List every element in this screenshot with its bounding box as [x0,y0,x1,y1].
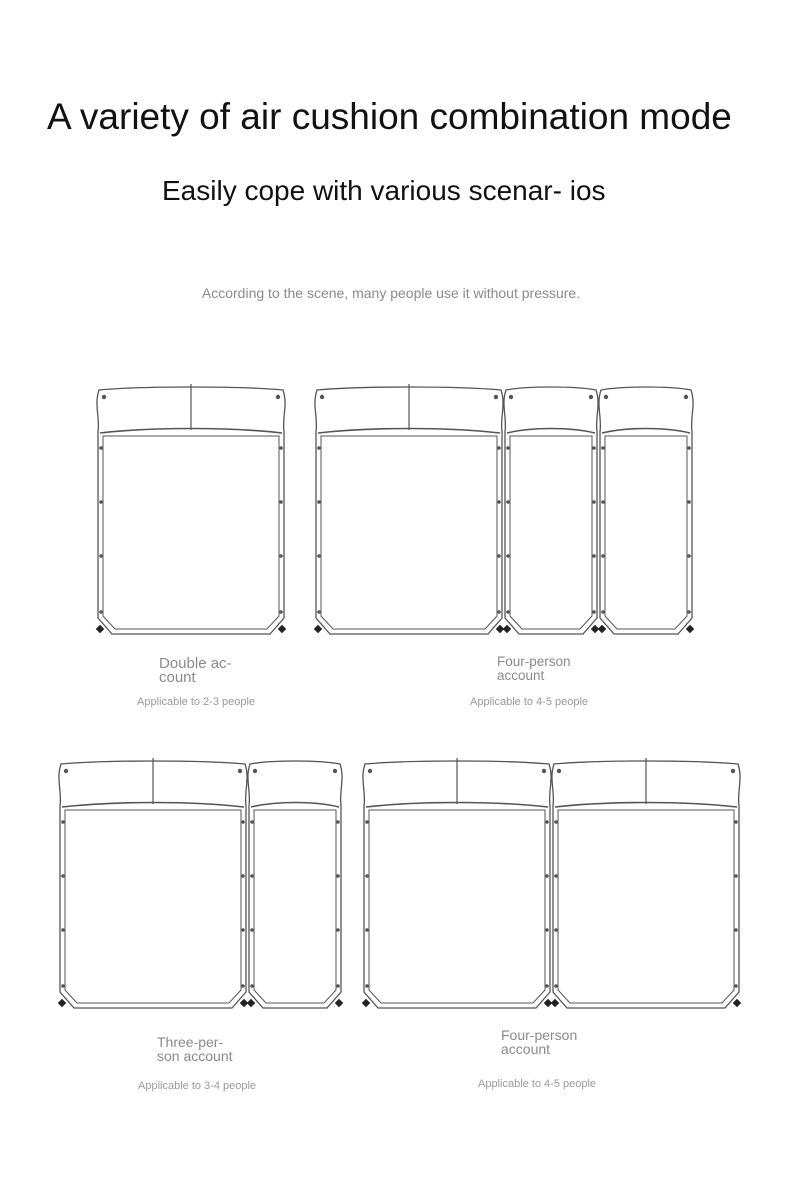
page-description: According to the scene, many people use it without pressure. [201,285,581,301]
buckle-icon [96,625,104,633]
snap-dot [317,446,321,450]
valve-dot [509,395,513,399]
snap-dot [317,500,321,504]
snap-dot [734,984,738,988]
snap-dot [317,610,321,614]
snap-dot [734,928,738,932]
snap-dot [241,820,245,824]
snap-dot [241,928,245,932]
valve-dot [333,769,337,773]
config-caption-line: account [497,668,545,683]
snap-dot [336,928,340,932]
snap-dot [99,500,103,504]
snap-dot [554,874,558,878]
double-pad [96,384,286,634]
valve-dot [684,395,688,399]
config-caption-line: Double ac- [159,655,232,672]
snap-dot [61,984,65,988]
valve-dot [276,395,280,399]
snap-dot [687,446,691,450]
snap-dot [592,446,596,450]
snap-dot [592,554,596,558]
buckle-icon [247,999,255,1007]
buckle-icon [551,999,559,1007]
buckle-icon [733,999,741,1007]
single-pad [598,387,694,634]
snap-dot [545,928,549,932]
valve-dot [731,769,735,773]
snap-dot [61,874,65,878]
config-caption-line: count [159,669,196,686]
double-pad [58,758,248,1008]
four-person-mattress-diagram [310,378,706,640]
valve-dot [238,769,242,773]
snap-dot [279,554,283,558]
buckle-icon [362,999,370,1007]
snap-dot [601,610,605,614]
double-mattress-diagram [92,378,294,640]
config-caption [501,1028,577,1056]
snap-dot [497,500,501,504]
snap-dot [250,928,254,932]
config-caption [157,1035,233,1063]
single-pad [247,761,343,1008]
snap-dot [336,984,340,988]
pad-outline [248,761,342,1008]
snap-dot [497,446,501,450]
buckle-icon [314,625,322,633]
snap-dot [554,820,558,824]
snap-dot [592,610,596,614]
double-pad [551,758,741,1008]
valve-dot [604,395,608,399]
snap-dot [497,610,501,614]
snap-dot [545,874,549,878]
snap-dot [687,610,691,614]
config-caption-line: account [501,1041,551,1057]
pad-outline [504,387,598,634]
snap-dot [365,928,369,932]
valve-dot [253,769,257,773]
valve-dot [542,769,546,773]
snap-dot [506,446,510,450]
single-pad [503,387,599,634]
snap-dot [506,610,510,614]
buckle-icon [335,999,343,1007]
snap-dot [601,554,605,558]
snap-dot [250,984,254,988]
config-capacity-note: Applicable to 4-5 people [470,696,589,708]
config-caption-line: Four-person [497,654,571,669]
snap-dot [99,554,103,558]
double-pad [314,384,504,634]
snap-dot [241,984,245,988]
buckle-icon [503,625,511,633]
valve-dot [368,769,372,773]
valve-dot [589,395,593,399]
snap-dot [545,984,549,988]
snap-dot [506,554,510,558]
snap-dot [336,820,340,824]
snap-dot [365,820,369,824]
buckle-icon [278,625,286,633]
snap-dot [687,554,691,558]
snap-dot [61,928,65,932]
snap-dot [497,554,501,558]
snap-dot [365,874,369,878]
snap-dot [601,446,605,450]
config-caption-line: Three-per- [157,1034,224,1050]
three-person-mattress-diagram [54,752,354,1014]
snap-dot [687,500,691,504]
snap-dot [99,610,103,614]
snap-dot [365,984,369,988]
snap-dot [734,820,738,824]
snap-dot [99,446,103,450]
config-caption-line: son account [157,1048,233,1064]
snap-dot [734,874,738,878]
buckle-icon [58,999,66,1007]
page-subtitle: Easily cope with various scenar- ios [162,175,606,206]
snap-dot [241,874,245,878]
pad-outline [599,387,693,634]
snap-dot [554,928,558,932]
valve-dot [557,769,561,773]
valve-dot [494,395,498,399]
snap-dot [61,820,65,824]
snap-dot [601,500,605,504]
buckle-icon [686,625,694,633]
config-caption [497,655,571,683]
snap-dot [545,820,549,824]
snap-dot [250,874,254,878]
config-caption [159,657,232,685]
snap-dot [506,500,510,504]
config-capacity-note: Applicable to 2-3 people [137,696,256,708]
config-capacity-note: Applicable to 4-5 people [478,1078,597,1090]
valve-dot [64,769,68,773]
double-pad [362,758,552,1008]
valve-dot [320,395,324,399]
snap-dot [250,820,254,824]
snap-dot [592,500,596,504]
snap-dot [279,610,283,614]
snap-dot [279,500,283,504]
buckle-icon [598,625,606,633]
snap-dot [279,446,283,450]
valve-dot [102,395,106,399]
snap-dot [317,554,321,558]
four-person-double-mattress-diagram [358,752,744,1014]
config-caption-line: Four-person [501,1027,578,1043]
snap-dot [554,984,558,988]
config-capacity-note: Applicable to 3-4 people [138,1080,257,1092]
page-title: A variety of air cushion combination mode [47,96,732,137]
snap-dot [336,874,340,878]
